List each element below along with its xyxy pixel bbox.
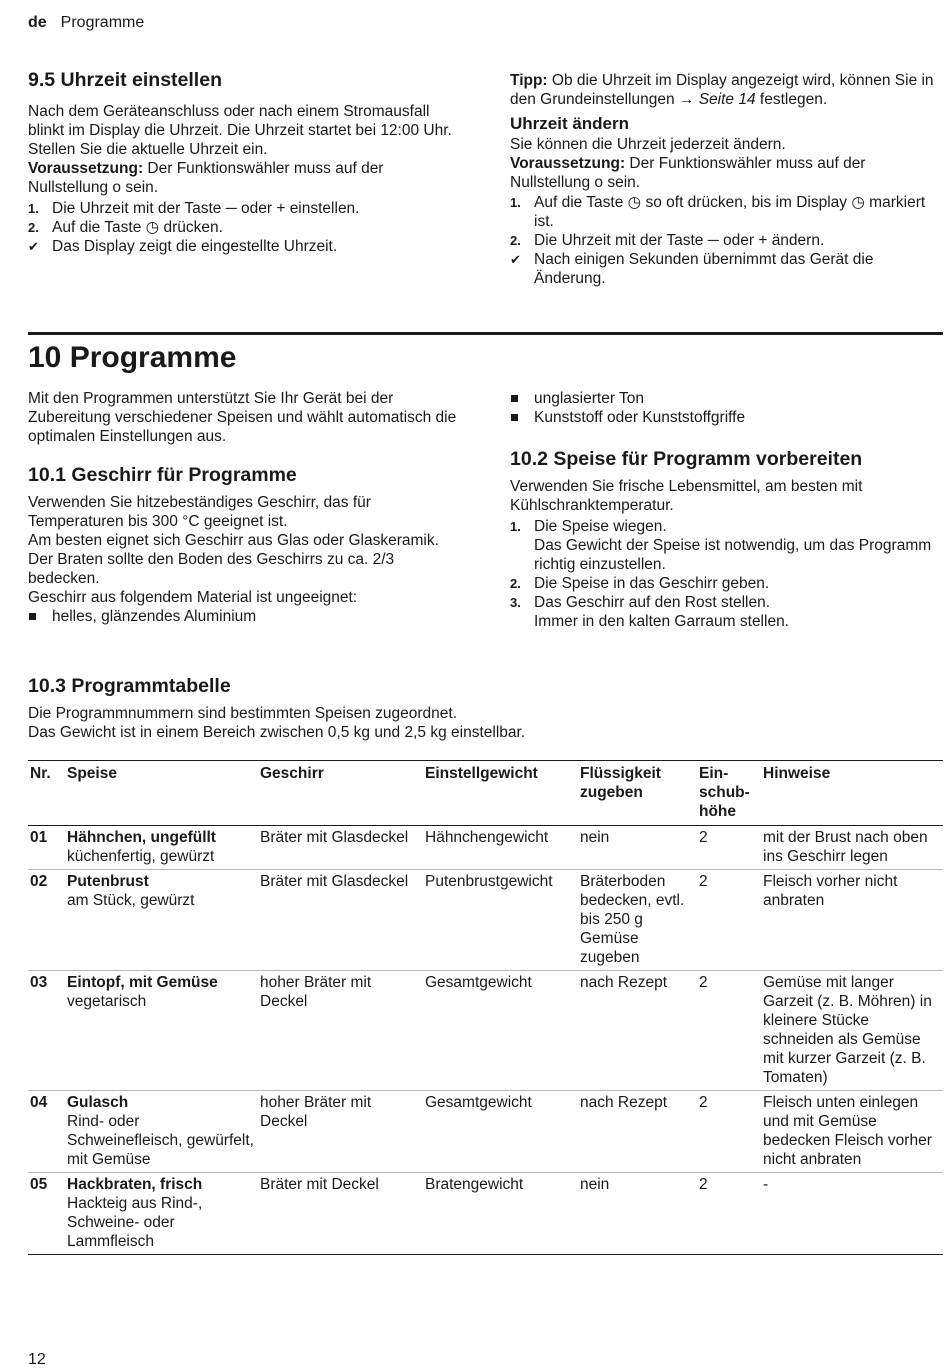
cell-hinweise: - — [761, 1173, 943, 1255]
section-10-1-title: 10.1 Geschirr für Programme — [28, 464, 297, 486]
bullet-square-icon — [511, 414, 518, 421]
cell-geschirr: hoher Bräter mit Deckel — [258, 1091, 423, 1173]
dish-name: Hähnchen, ungefüllt — [67, 829, 216, 846]
step-text: Auf die Taste ◷ so oft drücken, bis im Display ◷ markiert ist. — [534, 194, 926, 230]
table-row — [28, 870, 943, 971]
cell-gewicht: Bratengewicht — [423, 1173, 578, 1255]
result-text: Das Display zeigt die eingestellte Uhrzeit. — [52, 238, 338, 255]
header-section: Programme — [60, 14, 145, 31]
list-item-text: helles, glänzendes Aluminium — [52, 608, 257, 625]
cell-fluessigkeit: nach Rezept — [578, 1091, 697, 1173]
cell-hinweise: Fleisch vorher nicht anbraten — [761, 870, 943, 971]
step-number: 3. — [510, 595, 521, 610]
chapter-10-title: 10 Programme — [28, 341, 237, 374]
step-note: Das Gewicht der Speise ist notwendig, um das Programm richtig einzustellen. — [534, 537, 932, 573]
change-steps — [510, 193, 942, 250]
table-row — [28, 826, 943, 870]
step-number: 2. — [28, 220, 39, 235]
change-intro: Sie können die Uhrzeit jederzeit ändern. — [510, 136, 786, 153]
cell-geschirr: Bräter mit Glasdeckel — [258, 826, 423, 870]
s95-steps — [28, 199, 460, 237]
list-item — [510, 389, 942, 408]
s101-p1: Verwenden Sie hitzebeständiges Geschirr, das für Temperaturen bis 300 °C geeignet ist. — [28, 494, 371, 530]
dish-desc: vegetarisch — [67, 993, 147, 1010]
dish-desc: am Stück, gewürzt — [67, 892, 195, 909]
s101-p2: Am besten eignet sich Geschirr aus Glas oder Glaskeramik. Der Braten sollte den Boden des Geschirrs zu ca. 2/3 bedecken. — [28, 532, 439, 587]
check-icon: ✔ — [28, 239, 39, 254]
dish-name: Putenbrust — [67, 873, 149, 890]
cell-hinweise: Fleisch unten einlegen und mit Gemüse bedecken Fleisch vorher nicht anbraten — [761, 1091, 943, 1173]
dish-desc: küchenfertig, gewürzt — [67, 848, 215, 865]
s102-intro: Verwenden Sie frische Lebensmittel, am besten mit Kühlschranktemperatur. — [510, 478, 863, 514]
cell-einschubhoehe: 2 — [697, 870, 761, 971]
cell-gewicht: Gesamtgewicht — [423, 1091, 578, 1173]
section-9-5-left — [28, 102, 460, 256]
bullet-square-icon — [511, 395, 518, 402]
cell-fluessigkeit: nach Rezept — [578, 971, 697, 1091]
change-pre-text: Der Funktionswähler muss auf der Nullstellung o sein. — [510, 155, 866, 191]
cell-speise — [65, 971, 258, 1091]
change-prerequisite — [510, 154, 942, 192]
col-header-fluessigkeit: Flüssigkeit zugeben — [578, 761, 697, 826]
section-10-3-title: 10.3 Programmtabelle — [28, 675, 231, 697]
cell-geschirr: Bräter mit Glasdeckel — [258, 870, 423, 971]
language-code: de — [28, 14, 47, 31]
dish-desc: Hackteig aus Rind-, Schweine- oder Lammfleisch — [67, 1195, 203, 1250]
chapter-10-right — [510, 389, 942, 631]
step-text: Das Geschirr auf den Rost stellen. — [534, 594, 771, 611]
page-number: 12 — [28, 1351, 46, 1368]
change-result — [510, 250, 942, 288]
s95-step-2 — [28, 218, 460, 237]
cell-nr: 04 — [28, 1091, 65, 1173]
change-pre-label: Voraussetzung: — [510, 155, 626, 172]
step-text: Die Uhrzeit mit der Taste ─ oder + einstellen. — [52, 200, 360, 217]
table-row — [28, 971, 943, 1091]
s102-step-2 — [510, 574, 942, 593]
list-item — [510, 408, 942, 427]
col-header-nr: Nr. — [28, 761, 65, 826]
s102-step-1 — [510, 517, 942, 574]
cell-gewicht: Gesamtgewicht — [423, 971, 578, 1091]
col-header-speise: Speise — [65, 761, 258, 826]
cell-einschubhoehe: 2 — [697, 1173, 761, 1255]
step-number: 1. — [28, 201, 39, 216]
s101-bullets-right — [510, 389, 942, 427]
list-item-text: Kunststoff oder Kunststoffgriffe — [534, 409, 746, 426]
s103-line-1: Die Programmnummern sind bestimmten Speisen zugeordnet. — [28, 705, 458, 722]
check-icon: ✔ — [510, 252, 521, 267]
cell-speise — [65, 870, 258, 971]
s102-steps — [510, 517, 942, 631]
cell-nr: 05 — [28, 1173, 65, 1255]
program-table — [28, 760, 943, 1255]
change-step-2 — [510, 231, 942, 250]
col-header-geschirr: Geschirr — [258, 761, 423, 826]
step-number: 1. — [510, 519, 521, 534]
s95-pre-text: Der Funktionswähler muss auf der Nullstellung o sein. — [28, 160, 384, 196]
cell-gewicht: Hähnchengewicht — [423, 826, 578, 870]
cell-fluessigkeit: Bräterboden bedecken, evtl. bis 250 g Gemüse zugeben — [578, 870, 697, 971]
table-row — [28, 1173, 943, 1255]
step-number: 2. — [510, 576, 521, 591]
s95-intro: Nach dem Geräteanschluss oder nach einem Stromausfall blinkt im Display die Uhrzeit. Die Uhrzeit startet bei 12:00 Uhr. Stellen Sie die aktuelle Uhrzeit ein. — [28, 103, 452, 158]
bullet-square-icon — [29, 613, 36, 620]
tip-label: Tipp: — [510, 72, 548, 89]
change-time-title: Uhrzeit ändern — [510, 114, 630, 133]
cell-gewicht: Putenbrustgewicht — [423, 870, 578, 971]
cell-nr: 01 — [28, 826, 65, 870]
step-number: 1. — [510, 195, 521, 210]
tip-page-link[interactable]: Seite 14 — [698, 91, 756, 108]
s95-pre-label: Voraussetzung: — [28, 160, 144, 177]
s95-tip — [510, 71, 942, 109]
s95-step-1 — [28, 199, 460, 218]
dish-desc: Rind- oder Schweinefleisch, gewürfelt, mit Gemüse — [67, 1113, 254, 1168]
dish-name: Gulasch — [67, 1094, 129, 1111]
s95-prerequisite — [28, 159, 460, 197]
step-note: Immer in den kalten Garraum stellen. — [534, 613, 789, 630]
section-9-5-title: 9.5 Uhrzeit einstellen — [28, 69, 222, 91]
cell-geschirr: hoher Bräter mit Deckel — [258, 971, 423, 1091]
list-item — [28, 607, 460, 626]
change-step-1 — [510, 193, 942, 231]
s101-bullets-left — [28, 607, 460, 626]
cell-speise — [65, 1173, 258, 1255]
col-header-gewicht: Einstellgewicht — [423, 761, 578, 826]
section-9-5-right — [510, 71, 942, 288]
cell-nr: 03 — [28, 971, 65, 1091]
tip-end: festlegen. — [755, 91, 828, 108]
table-header-row — [28, 761, 943, 826]
step-text: Die Speise wiegen. — [534, 518, 667, 535]
col-header-hinweise: Hinweise — [761, 761, 943, 826]
dish-name: Hackbraten, frisch — [67, 1176, 203, 1193]
s10-intro: Mit den Programmen unterstützt Sie Ihr Gerät bei der Zubereitung verschiedener Speisen und wählt automatisch die optimalen Einstellungen aus. — [28, 390, 457, 445]
cell-fluessigkeit: nein — [578, 826, 697, 870]
s102-step-3 — [510, 593, 942, 631]
cell-speise — [65, 826, 258, 870]
step-text: Die Speise in das Geschirr geben. — [534, 575, 770, 592]
cell-hinweise: Gemüse mit langer Garzeit (z. B. Möhren) in kleinere Stücke schneiden als Gemüse mit kurzer Garzeit (z. B. Tomaten) — [761, 971, 943, 1091]
chapter-10-left — [28, 389, 460, 626]
cell-hinweise: mit der Brust nach oben ins Geschirr legen — [761, 826, 943, 870]
cell-einschubhoehe: 2 — [697, 1091, 761, 1173]
section-10-2-title: 10.2 Speise für Programm vorbereiten — [510, 448, 863, 470]
chapter-divider — [28, 332, 943, 335]
s101-p3: Geschirr aus folgendem Material ist ungeeignet: — [28, 589, 358, 606]
cell-speise — [65, 1091, 258, 1173]
step-number: 2. — [510, 233, 521, 248]
dish-name: Eintopf, mit Gemüse — [67, 974, 218, 991]
result-text: Nach einigen Sekunden übernimmt das Gerät die Änderung. — [534, 251, 874, 287]
cell-einschubhoehe: 2 — [697, 971, 761, 1091]
col-header-einschubhoehe: Einschubhöhe — [697, 761, 761, 826]
running-header — [28, 13, 144, 32]
cell-fluessigkeit: nein — [578, 1173, 697, 1255]
step-text: Auf die Taste ◷ drücken. — [52, 219, 223, 236]
s95-result — [28, 237, 460, 256]
cell-nr: 02 — [28, 870, 65, 971]
section-10-3 — [28, 677, 943, 742]
table-row — [28, 1091, 943, 1173]
cell-einschubhoehe: 2 — [697, 826, 761, 870]
list-item-text: unglasierter Ton — [534, 390, 645, 407]
cell-geschirr: Bräter mit Deckel — [258, 1173, 423, 1255]
step-text: Die Uhrzeit mit der Taste ─ oder + ändern. — [534, 232, 825, 249]
tip-text: Ob die Uhrzeit im Display angezeigt wird, können Sie in den Grundeinstellungen → — [510, 72, 934, 108]
s103-line-2: Das Gewicht ist in einem Bereich zwischen 0,5 kg und 2,5 kg einstellbar. — [28, 724, 526, 741]
